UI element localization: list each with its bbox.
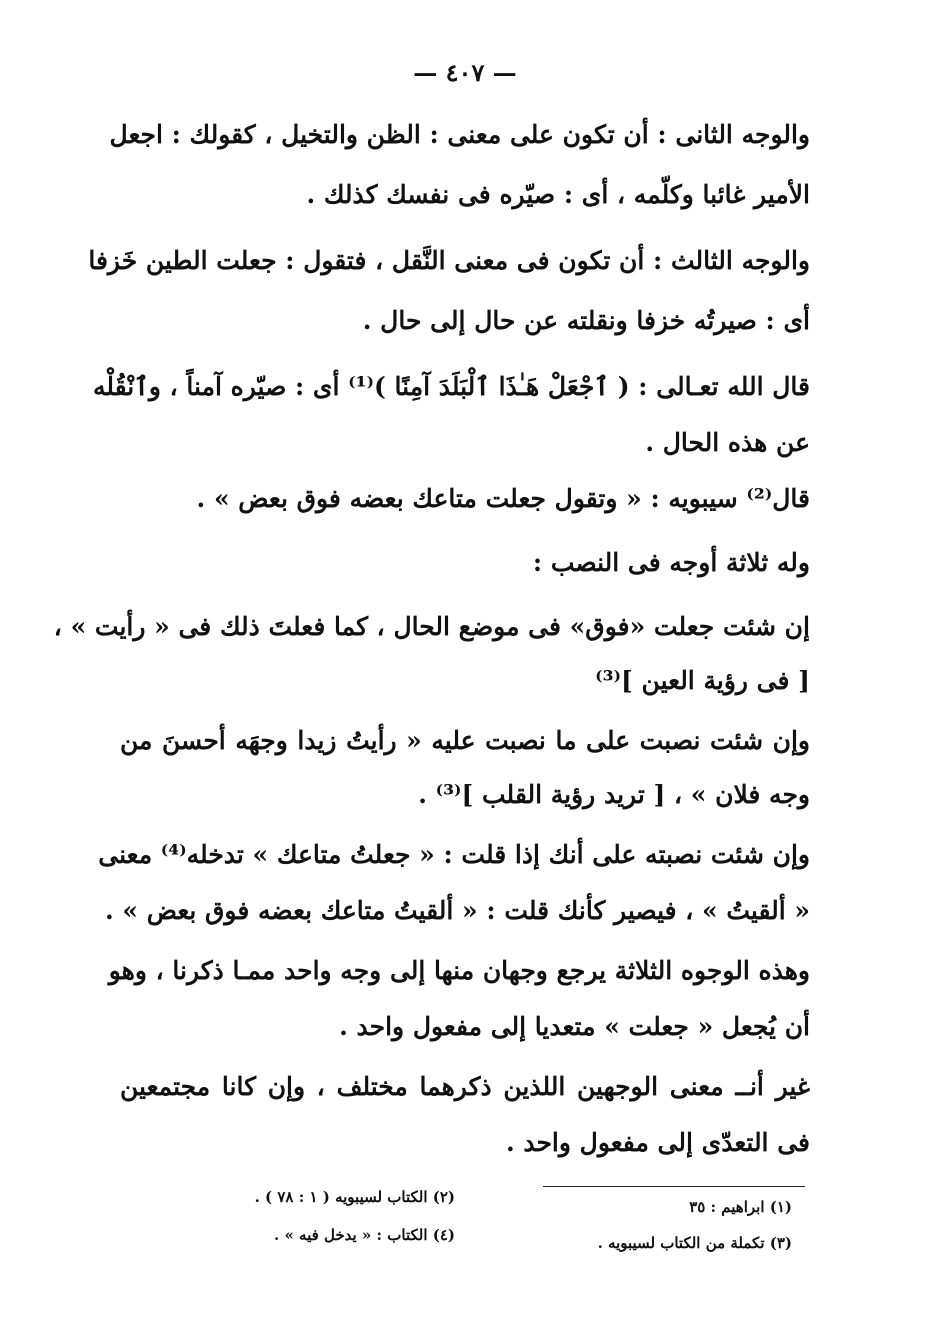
paragraph-line: وهذه الوجوه الثلاثة يرجع وجهان منها إلى وجه واحد ممـا ذكرنا ، وهو — [108, 956, 810, 985]
footnote-1: (١) ابراهيم : ٣٥ — [689, 1198, 792, 1216]
paragraph-line: إن شئت جعلت «فوق» فى موضع الحال ، كما فعلتَ ذلك فى « رأيت » ، — [53, 612, 810, 641]
footnote-divider — [543, 1186, 805, 1187]
paragraph-line: غير أنــ معنى الوجهين اللذين ذكرهما مختلف ، وإن كانا مجتمعين — [120, 1072, 810, 1101]
paragraph-line: فى التعدّى إلى مفعول واحد . — [505, 1128, 810, 1157]
paragraph-line: وإن شئت نصبته على أنك إذا قلت : « جعلتُ متاعك » تدخله⁽⁴⁾ معنى — [98, 840, 810, 869]
paragraph-line: [ فى رؤية العين ]⁽³⁾ — [595, 666, 810, 695]
page-number: — ٤٠٧ — — [413, 58, 517, 87]
paragraph-line: الأمير غائبا وكلّمه ، أى : صيّره فى نفسك كذلك . — [306, 180, 810, 209]
paragraph-line: قال⁽²⁾ سيبويه : « وتقول جعلت متاعك بعضه فوق بعض » . — [196, 484, 810, 513]
footnote-4: (٤) الكتاب : « يدخل فيه » . — [274, 1226, 455, 1244]
paragraph-line: عن هذه الحال . — [645, 428, 810, 457]
footnote-3: (٣) تكملة من الكتاب لسيبويه . — [597, 1234, 792, 1252]
paragraph-line: والوجه الثالث : أن تكون فى معنى النَّقل ، فتقول : جعلت الطين خَزفا — [88, 246, 810, 275]
paragraph-line: وله ثلاثة أوجه فى النصب : — [532, 548, 810, 577]
paragraph-line: قال الله تعـالى : ( ٱجْعَلْ هَـٰذَا ٱلْبَلَدَ آمِنًا )⁽¹⁾ أى : صيّره آمناً ، وٱنْقُلْه — [92, 372, 810, 401]
paragraph-line: أى : صيرتُه خزفا ونقلته عن حال إلى حال . — [362, 306, 810, 335]
paragraph-line: أن يُجعل « جعلت » متعديا إلى مفعول واحد . — [339, 1012, 810, 1041]
paragraph-line: والوجه الثانى : أن تكون على معنى : الظن والتخيل ، كقولك : اجعل — [109, 120, 810, 149]
paragraph-line: « ألقيتُ » ، فيصير كأنك قلت : « ألقيتُ متاعك بعضه فوق بعض » . — [104, 896, 810, 925]
footnote-2: (٢) الكتاب لسيبويه ( ١ : ٧٨ ) . — [254, 1188, 455, 1206]
paragraph-line: وإن شئت نصبت على ما نصبت عليه « رأيتُ زيدا وجهَه أحسنَ من — [120, 726, 810, 755]
paragraph-line: وجه فلان » ، [ تريد رؤية القلب ]⁽³⁾ . — [418, 780, 810, 809]
